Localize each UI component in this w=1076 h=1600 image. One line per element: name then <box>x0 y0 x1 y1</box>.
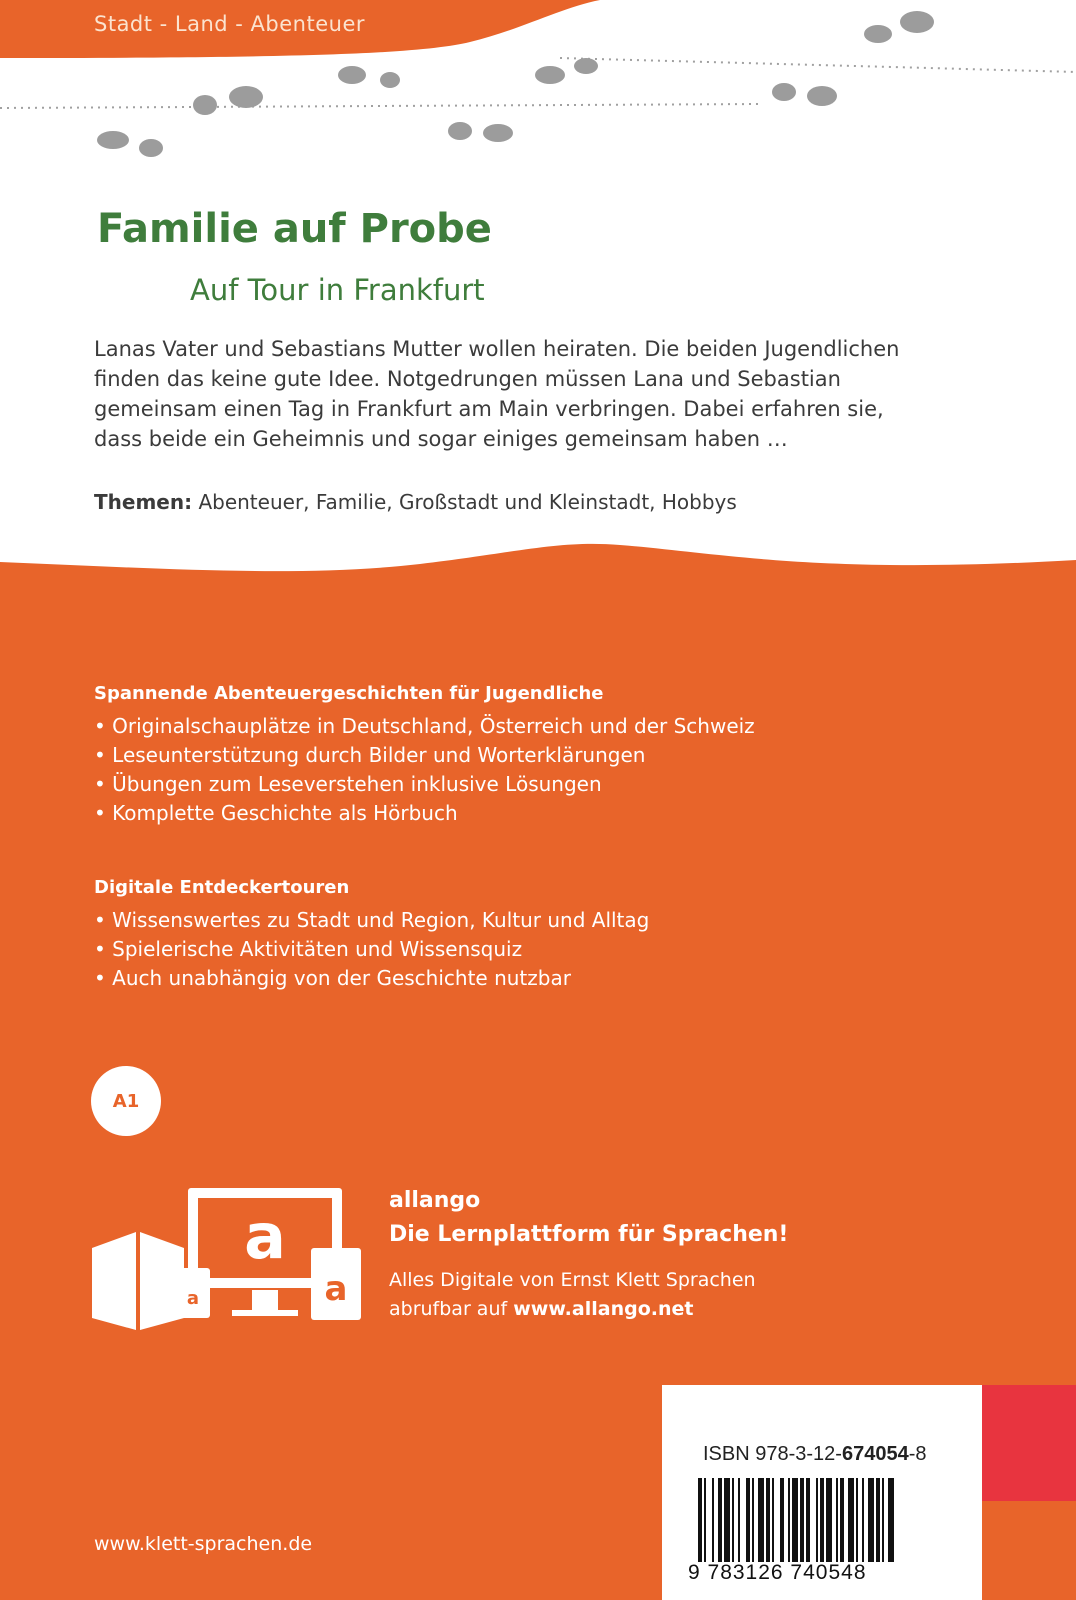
book-subtitle: Auf Tour in Frankfurt <box>190 273 485 307</box>
list-item: • Spielerische Aktivitäten und Wissensquiz <box>94 935 649 964</box>
barcode-digits: 9 783126 740548 <box>688 1561 867 1584</box>
dotted-trail <box>560 58 1076 72</box>
isbn-prefix: ISBN 978-3-12- <box>703 1443 842 1465</box>
digital-section <box>94 877 649 993</box>
list-item: • Auch unabhängig von der Geschichte nutzbar <box>94 964 649 993</box>
digital-heading: Digitale Entdeckertouren <box>94 877 350 898</box>
list-item: • Komplette Geschichte als Hörbuch <box>94 799 755 828</box>
allango-desc-line2 <box>389 1295 756 1324</box>
device-glyph-phone: a <box>186 1288 200 1309</box>
allango-tagline: Die Lernplattform für Sprachen! <box>389 1222 789 1247</box>
dotted-trail <box>0 104 760 108</box>
allango-desc-line1: Alles Digitale von Ernst Klett Sprachen <box>389 1269 756 1291</box>
themes-line <box>94 490 737 514</box>
allango-description <box>389 1266 756 1324</box>
level-badge: A1 <box>91 1066 161 1136</box>
series-title: Stadt - Land - Abenteuer <box>94 12 366 36</box>
list-item: • Originalschauplätze in Deutschland, Österreich und der Schweiz <box>94 712 755 741</box>
book-title: Familie auf Probe <box>97 206 492 252</box>
allango-desc-prefix: abrufbar auf <box>389 1298 508 1320</box>
features-heading: Spannende Abenteuergeschichten für Jugendliche <box>94 683 604 704</box>
barcode-icon <box>698 1478 938 1562</box>
themes-value: Abenteuer, Familie, Großstadt und Kleinstadt, Hobbys <box>198 490 737 514</box>
allango-url[interactable]: www.allango.net <box>513 1298 694 1320</box>
device-glyph-tablet: a <box>324 1269 348 1309</box>
isbn-number <box>703 1443 927 1466</box>
publisher-website[interactable]: www.klett-sprachen.de <box>94 1533 313 1555</box>
list-item: • Leseunterstützung durch Bilder und Worterklärungen <box>94 741 755 770</box>
themes-label: Themen: <box>94 490 193 514</box>
list-item: • Übungen zum Leseverstehen inklusive Lösungen <box>94 770 755 799</box>
features-list <box>94 712 755 828</box>
device-glyph-large: a <box>244 1200 286 1273</box>
features-section <box>94 683 755 828</box>
isbn-bold: 674054 <box>841 1443 909 1465</box>
digital-list <box>94 906 649 993</box>
isbn-suffix: -8 <box>908 1443 927 1465</box>
list-item: • Wissenswertes zu Stadt und Region, Kultur und Alltag <box>94 906 649 935</box>
red-tab <box>982 1385 1076 1501</box>
allango-brand: allango <box>389 1188 481 1213</box>
book-blurb: Lanas Vater und Sebastians Mutter wollen heiraten. Die beiden Jugendlichen finden das keine gute Idee. Notgedrungen müssen Lana und Sebastian gemeinsam einen Tag in Frankfurt am Main verbringen. Dabei erfahren sie, dass beide ein Geheimnis und sogar einiges gemeinsam haben … <box>94 337 900 451</box>
